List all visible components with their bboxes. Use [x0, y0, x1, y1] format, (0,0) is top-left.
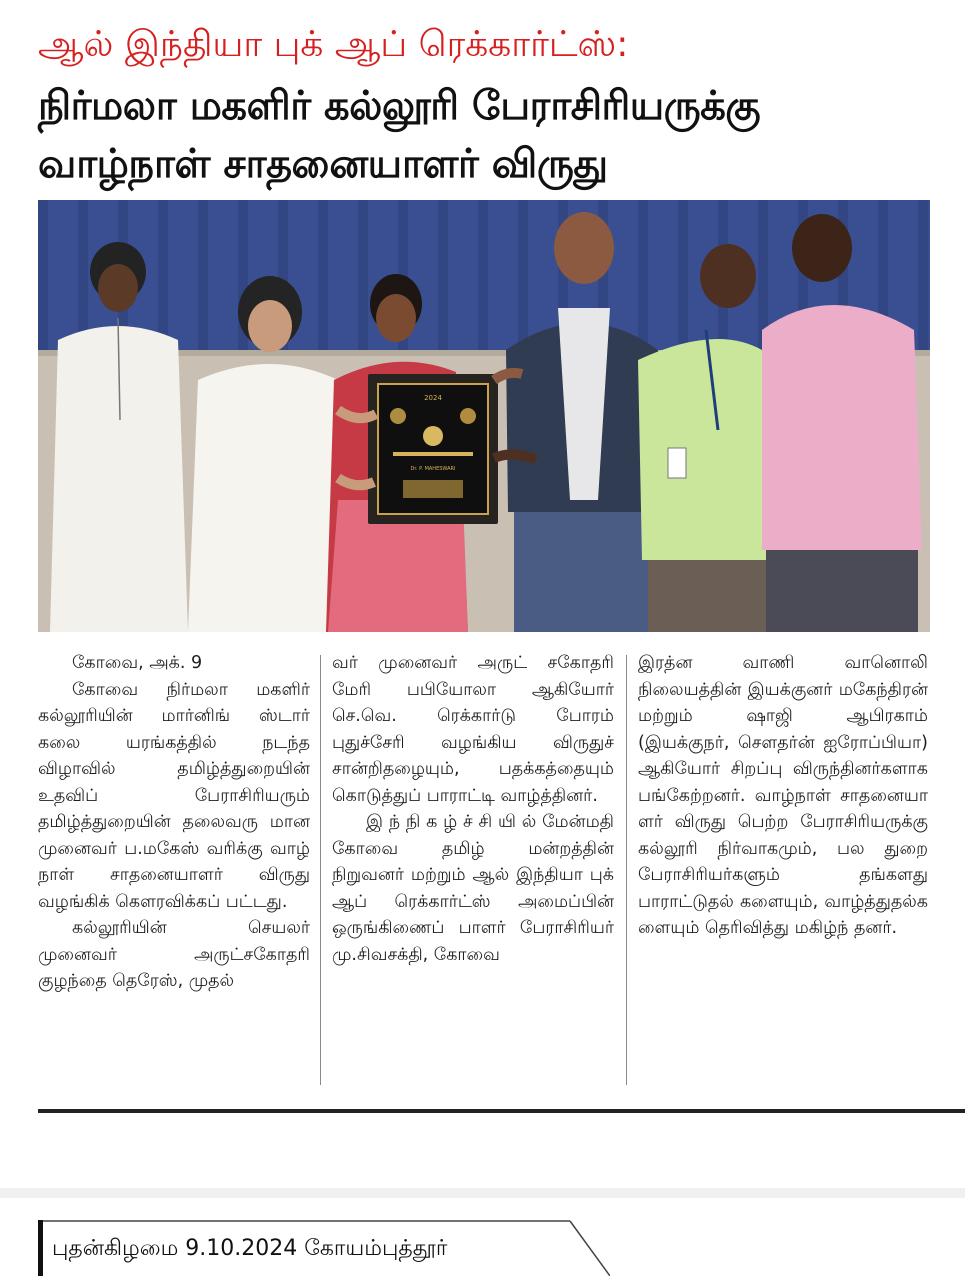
- footer-dateline-bar: [38, 1220, 610, 1276]
- event-photo: [38, 200, 930, 632]
- article-paragraph: இ ந் நி க ழ் ச் சி யி ல் மேன்மதி கோவை தமிழ் மன்றத்தின் நிறுவனர் மற்றும் ஆல் இந்தியா புக் ஆப் ரெக்கார்ட்ஸ் அமைப்பின் ஒருங்கிணைப் பாளர் பேராசிரியர் மு.சிவசக்தி, கோவை: [332, 812, 614, 965]
- page-gap: [0, 1188, 965, 1198]
- article-column-3: [638, 650, 928, 1080]
- footer-dateline: புதன்கிழமை 9.10.2024 கோயம்புத்தூர்: [52, 1236, 448, 1261]
- article-column-2: [332, 650, 614, 1080]
- plaque-year: 2024: [424, 394, 442, 402]
- column-divider: [626, 655, 627, 1085]
- article-dateline: கோவை, அக். 9: [72, 653, 203, 673]
- event-photo-illustration: [38, 200, 930, 632]
- headline-line-2: வாழ்நாள் சாதனையாளர் விருது: [38, 141, 608, 187]
- section-rule: [38, 1109, 965, 1113]
- article-paragraph: இரத்ன வாணி வானொலி நிலையத்தின் இயக்குனர் மகேந்திரன் மற்றும் ஷாஜி ஆபிரகாம் (இயக்குநர், சௌதர்ன் ஐரோப்பியா) ஆகியோர் சிறப்பு விருந்தினர்களாக பங்கேற்றனர். வாழ்நாள் சாதனையா ளர் விருது பெற்ற பேராசிரியருக்கு கல்லூரி நிர்வாகமும், பல துறை பேராசிரியர்களும் தங்களது பாராட்டுதல் களையும், வாழ்த்துதல்க ளையும் தெரிவித்து மகிழ்ந் தனர்.: [638, 653, 928, 938]
- article-paragraph: கல்லூரியின் செயலர் முனைவர் அருட்சகோதரி குழந்தை தெரேஸ், முதல்: [38, 918, 310, 991]
- column-divider: [320, 655, 321, 1085]
- article-paragraph: கோவை நிர்மலா மகளிர் கல்லூரியின் மார்னிங் ஸ்டார் கலை யரங்கத்தில் நடந்த விழாவில் தமிழ்த்துறையின் உதவிப் பேராசிரியரும் தமிழ்த்துறையின் தலைவரு மான முனைவர் ப.மகேஸ் வரிக்கு வாழ் நாள் சாதனையாளர் விருது வழங்கிக் கௌரவிக்கப் பட்டது.: [38, 679, 310, 912]
- article-paragraph: வர் முனைவர் அருட் சகோதரி மேரி பபியோலா ஆகியோர் செ.வெ. ரெக்கார்டு போரம் புதுச்சேரி வழங்கிய விருதுச் சான்றிதழையும், பதக்கத்தையும் கொடுத்துப் பாராட்டி வாழ்த்தினர்.: [332, 653, 614, 806]
- plaque-name: Dr. P. MAHESWARI: [410, 466, 456, 472]
- headline-line-1: நிர்மலா மகளிர் கல்லூரி பேராசிரியருக்கு: [38, 83, 761, 129]
- kicker-title: ஆல் இந்தியா புக் ஆப் ரெக்கார்ட்ஸ்:: [38, 24, 629, 65]
- article-column-1: [38, 650, 310, 1080]
